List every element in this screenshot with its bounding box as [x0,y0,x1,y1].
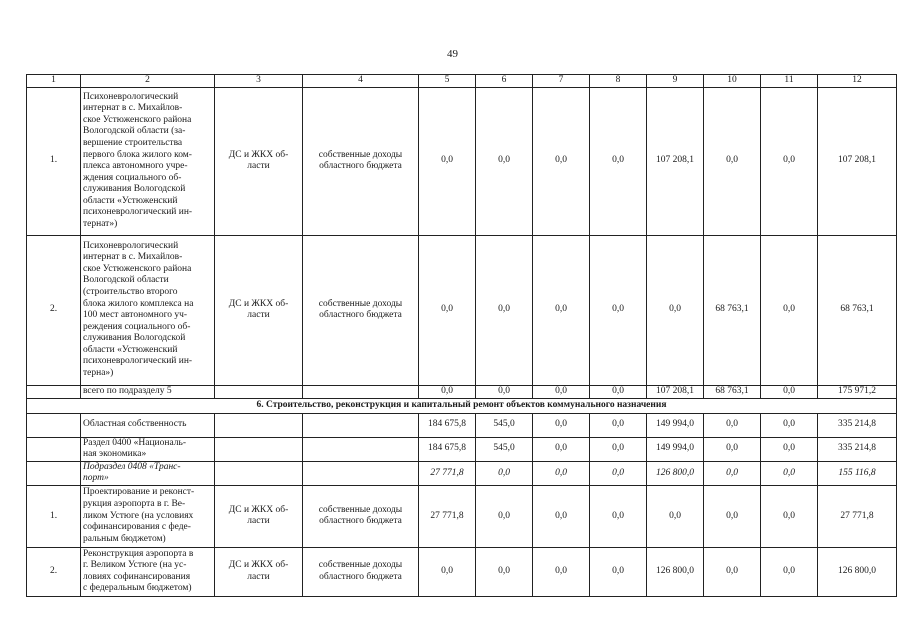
column-header: 1 [27,75,81,88]
value-cell: 0,0 [533,547,590,596]
value-cell: 0,0 [590,437,647,461]
value-cell: 68 763,1 [704,385,761,398]
value-cell: 0,0 [590,413,647,437]
value-cell: 0,0 [590,485,647,547]
value-cell: 0,0 [476,485,533,547]
column-header: 5 [419,75,476,88]
value-cell: 126 800,0 [647,547,704,596]
executor: ДС и ЖКХ об- ласти [215,485,303,547]
object-name: Областная собственность [81,413,215,437]
value-cell: 155 116,8 [818,461,897,485]
executor: ДС и ЖКХ об- ласти [215,235,303,385]
value-cell: 335 214,8 [818,437,897,461]
table-row [27,437,897,461]
funding-source [303,461,419,485]
value-cell: 0,0 [761,437,818,461]
row-number: 1. [27,87,81,235]
table-row [27,547,897,596]
value-cell: 0,0 [761,485,818,547]
value-cell: 126 800,0 [647,461,704,485]
value-cell: 27 771,8 [419,461,476,485]
value-cell: 0,0 [647,485,704,547]
table-body [27,75,897,597]
row-number: 2. [27,235,81,385]
column-header: 2 [81,75,215,88]
object-name: Проектирование и реконст- рукция аэропорта в г. Ве- ликом Устюге (на условиях софинансирования с феде- ральным бюджетом) [81,485,215,547]
value-cell: 0,0 [419,547,476,596]
value-cell: 0,0 [704,87,761,235]
value-cell: 0,0 [590,385,647,398]
table-row [27,485,897,547]
column-header: 9 [647,75,704,88]
value-cell: 175 971,2 [818,385,897,398]
column-header: 4 [303,75,419,88]
value-cell: 0,0 [476,461,533,485]
executor: ДС и ЖКХ об- ласти [215,87,303,235]
page-number: 49 [447,48,458,60]
value-cell: 107 208,1 [818,87,897,235]
column-header: 6 [476,75,533,88]
value-cell: 0,0 [704,461,761,485]
object-name: Реконструкция аэропорта в г. Великом Устюге (на ус- ловиях софинансирования с федеральным бюджетом) [81,547,215,596]
value-cell: 107 208,1 [647,385,704,398]
object-name: Психоневрологический интернат в с. Михайлов- ское Устюженского района Вологодской области (строительство второго блока жилого комплекса на 100 мест автономного уч- реждения социального об- служивания Вологодской области «Устюженский психоневрологический ин- терна») [81,235,215,385]
row-number [27,413,81,437]
value-cell: 0,0 [761,547,818,596]
value-cell: 0,0 [590,87,647,235]
value-cell: 126 800,0 [818,547,897,596]
executor [215,461,303,485]
value-cell: 0,0 [533,385,590,398]
executor [215,385,303,398]
value-cell: 107 208,1 [647,87,704,235]
value-cell: 68 763,1 [704,235,761,385]
object-name: Подраздел 0408 «Транс- порт» [81,461,215,485]
table-row [27,413,897,437]
value-cell: 184 675,8 [419,413,476,437]
object-name: Психоневрологический интернат в с. Михайлов- ское Устюженского района Вологодской области (за- вершение строительства первого блока жилого ком- плекса автономного учре- ждения социального об- служивания Вологодской области «Устюженский психоневрологический ин- тернат») [81,87,215,235]
funding-source: собственные доходы областного бюджета [303,87,419,235]
value-cell: 0,0 [704,547,761,596]
column-header: 10 [704,75,761,88]
value-cell: 0,0 [761,87,818,235]
executor [215,437,303,461]
row-number [27,437,81,461]
table-row [27,235,897,385]
value-cell: 0,0 [533,437,590,461]
value-cell: 545,0 [476,413,533,437]
object-name: всего по подразделу 5 [81,385,215,398]
value-cell: 0,0 [761,385,818,398]
value-cell: 0,0 [533,413,590,437]
table-row [27,461,897,485]
value-cell: 27 771,8 [818,485,897,547]
executor: ДС и ЖКХ об- ласти [215,547,303,596]
column-header: 11 [761,75,818,88]
value-cell: 0,0 [533,87,590,235]
value-cell: 0,0 [704,485,761,547]
value-cell: 335 214,8 [818,413,897,437]
value-cell: 149 994,0 [647,437,704,461]
value-cell: 0,0 [533,461,590,485]
value-cell: 545,0 [476,437,533,461]
row-number: 2. [27,547,81,596]
budget-table [26,74,897,597]
value-cell: 0,0 [590,547,647,596]
funding-source: собственные доходы областного бюджета [303,547,419,596]
value-cell: 0,0 [704,437,761,461]
funding-source [303,385,419,398]
value-cell: 0,0 [704,413,761,437]
value-cell: 0,0 [476,235,533,385]
section-header-row [27,398,897,413]
value-cell: 184 675,8 [419,437,476,461]
value-cell: 0,0 [419,87,476,235]
funding-source: собственные доходы областного бюджета [303,235,419,385]
value-cell: 0,0 [476,385,533,398]
section-title: 6. Строительство, реконструкция и капитальный ремонт объектов коммунального назначения [27,398,897,413]
column-header: 12 [818,75,897,88]
value-cell: 0,0 [533,485,590,547]
value-cell: 0,0 [590,235,647,385]
value-cell: 0,0 [647,235,704,385]
value-cell: 0,0 [419,235,476,385]
value-cell: 0,0 [533,235,590,385]
value-cell: 68 763,1 [818,235,897,385]
funding-source [303,437,419,461]
value-cell: 0,0 [476,87,533,235]
table-row [27,87,897,235]
object-name: Раздел 0400 «Националь- ная экономика» [81,437,215,461]
executor [215,413,303,437]
total-row [27,385,897,398]
column-header: 7 [533,75,590,88]
value-cell: 0,0 [590,461,647,485]
value-cell: 27 771,8 [419,485,476,547]
row-number [27,385,81,398]
row-number: 1. [27,485,81,547]
value-cell: 0,0 [761,235,818,385]
row-number [27,461,81,485]
column-header: 3 [215,75,303,88]
value-cell: 0,0 [761,461,818,485]
column-header: 8 [590,75,647,88]
value-cell: 149 994,0 [647,413,704,437]
value-cell: 0,0 [476,547,533,596]
column-number-row [27,75,897,88]
value-cell: 0,0 [761,413,818,437]
funding-source [303,413,419,437]
value-cell: 0,0 [419,385,476,398]
funding-source: собственные доходы областного бюджета [303,485,419,547]
